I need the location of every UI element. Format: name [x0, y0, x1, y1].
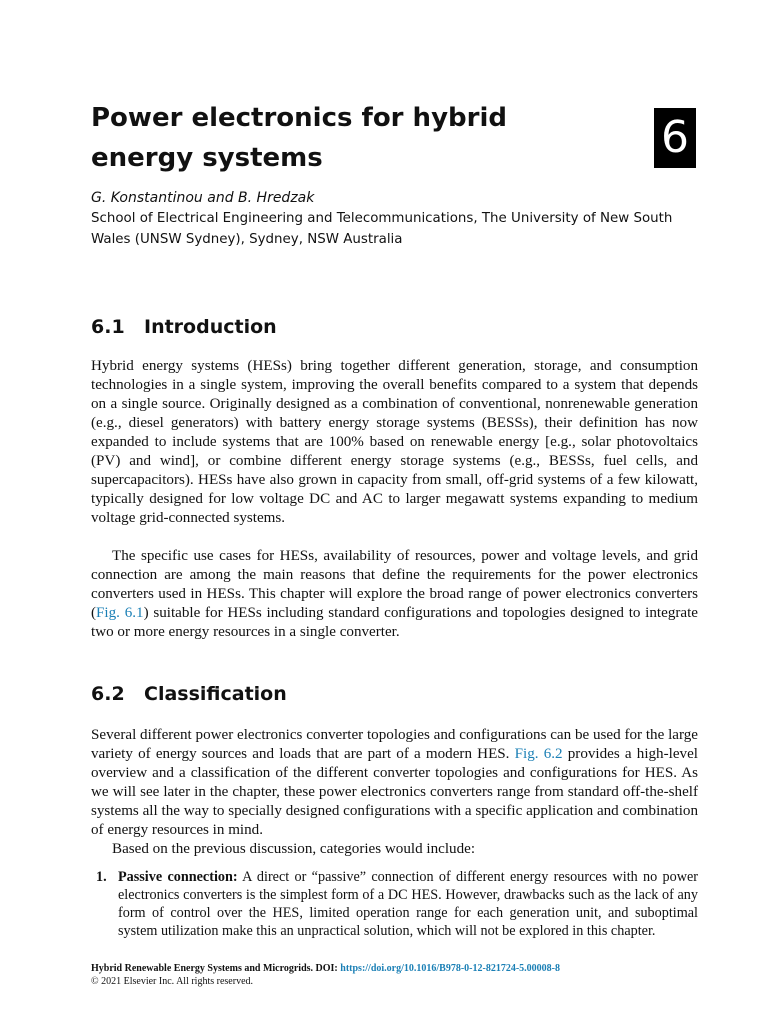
section-heading-classification [91, 682, 287, 706]
paragraph-text: provides a high-level overview and a classification of the different converter topologies and configurations for HES. As we will see later in the chapter, these power electronics converters range from standard off-the-shelf systems all the way to specially designed configurations with a specific application and combination of energy resources in mind. [91, 746, 698, 838]
footer-source: Hybrid Renewable Energy Systems and Microgrids. DOI: [91, 963, 341, 974]
doi-link[interactable]: https://doi.org/10.1016/B978-0-12-821724-5.00008-8 [340, 963, 560, 974]
figure-link-6-2[interactable]: Fig. 6.2 [514, 746, 563, 762]
list-item-term: Passive connection: [118, 869, 238, 885]
category-list [96, 868, 698, 940]
section-heading-introduction [91, 315, 277, 339]
page-footer [91, 962, 711, 988]
section-number: 6.1 [91, 316, 125, 338]
paragraph: Based on the previous discussion, categories would include: [112, 841, 476, 857]
paragraph [91, 726, 698, 840]
chapter-authors: G. Konstantinou and B. Hredzak [91, 190, 315, 206]
section-title: Classification [144, 683, 287, 705]
figure-link-6-1[interactable]: Fig. 6.1 [96, 605, 144, 621]
list-item [96, 868, 698, 940]
chapter-number-badge: 6 [654, 108, 696, 168]
paragraph-text: ) suitable for HESs including standard configurations and topologies designed to integrate two or more energy resources in a single converter. [91, 605, 698, 640]
paragraph-text: Several different power electronics converter topologies and configurations can be used for the large variety of energy sources and loads that are part of a modern HES. [91, 727, 698, 762]
footer-source-line [91, 962, 711, 975]
chapter-title: Power electronics for hybrid energy systems [91, 103, 507, 173]
author-affiliation: School of Electrical Engineering and Telecommunications, The University of New South Wales (UNSW Sydney), Sydney, NSW Australia [91, 211, 673, 247]
section-title: Introduction [144, 316, 277, 338]
list-item-text: A direct or “passive” connection of different energy resources with no power electronics converters is the simplest form of a DC HES. However, drawbacks such as the lack of any form of control over the HES, limited operation range for each generation unit, and suboptimal system utilization make this an unpractical solution, which will not be explored in this chapter. [118, 869, 699, 939]
list-marker: 1. [96, 869, 107, 885]
section-number: 6.2 [91, 683, 125, 705]
footer-copyright: © 2021 Elsevier Inc. All rights reserved. [91, 976, 254, 987]
paragraph-text: The specific use cases for HESs, availability of resources, power and voltage levels, and grid connection are among the main reasons that define the requirements for the power electronics converters used in HESs. This chapter will explore the broad range of power electronics converters ( [91, 548, 698, 621]
paragraph [91, 547, 698, 642]
paragraph: Hybrid energy systems (HESs) bring together different generation, storage, and consumption technologies in a single system, improving the overall benefits compared to a system that depends on a single source. Originally designed as a combination of conventional, nonrenewable generation (e.g., diesel generators) with battery energy storage systems (BESSs), their definition has now expanded to include systems that are 100% based on renewable energy [e.g., solar photovoltaics (PV) and wind], or combine different energy storage systems (e.g., BESSs, fuel cells, and supercapacitors). HESs have also grown in capacity from small, off-grid systems of a few kilowatt, typically designed for low voltage DC and AC to larger megawatt systems expanding to medium voltage grid-connected systems. [91, 358, 698, 526]
